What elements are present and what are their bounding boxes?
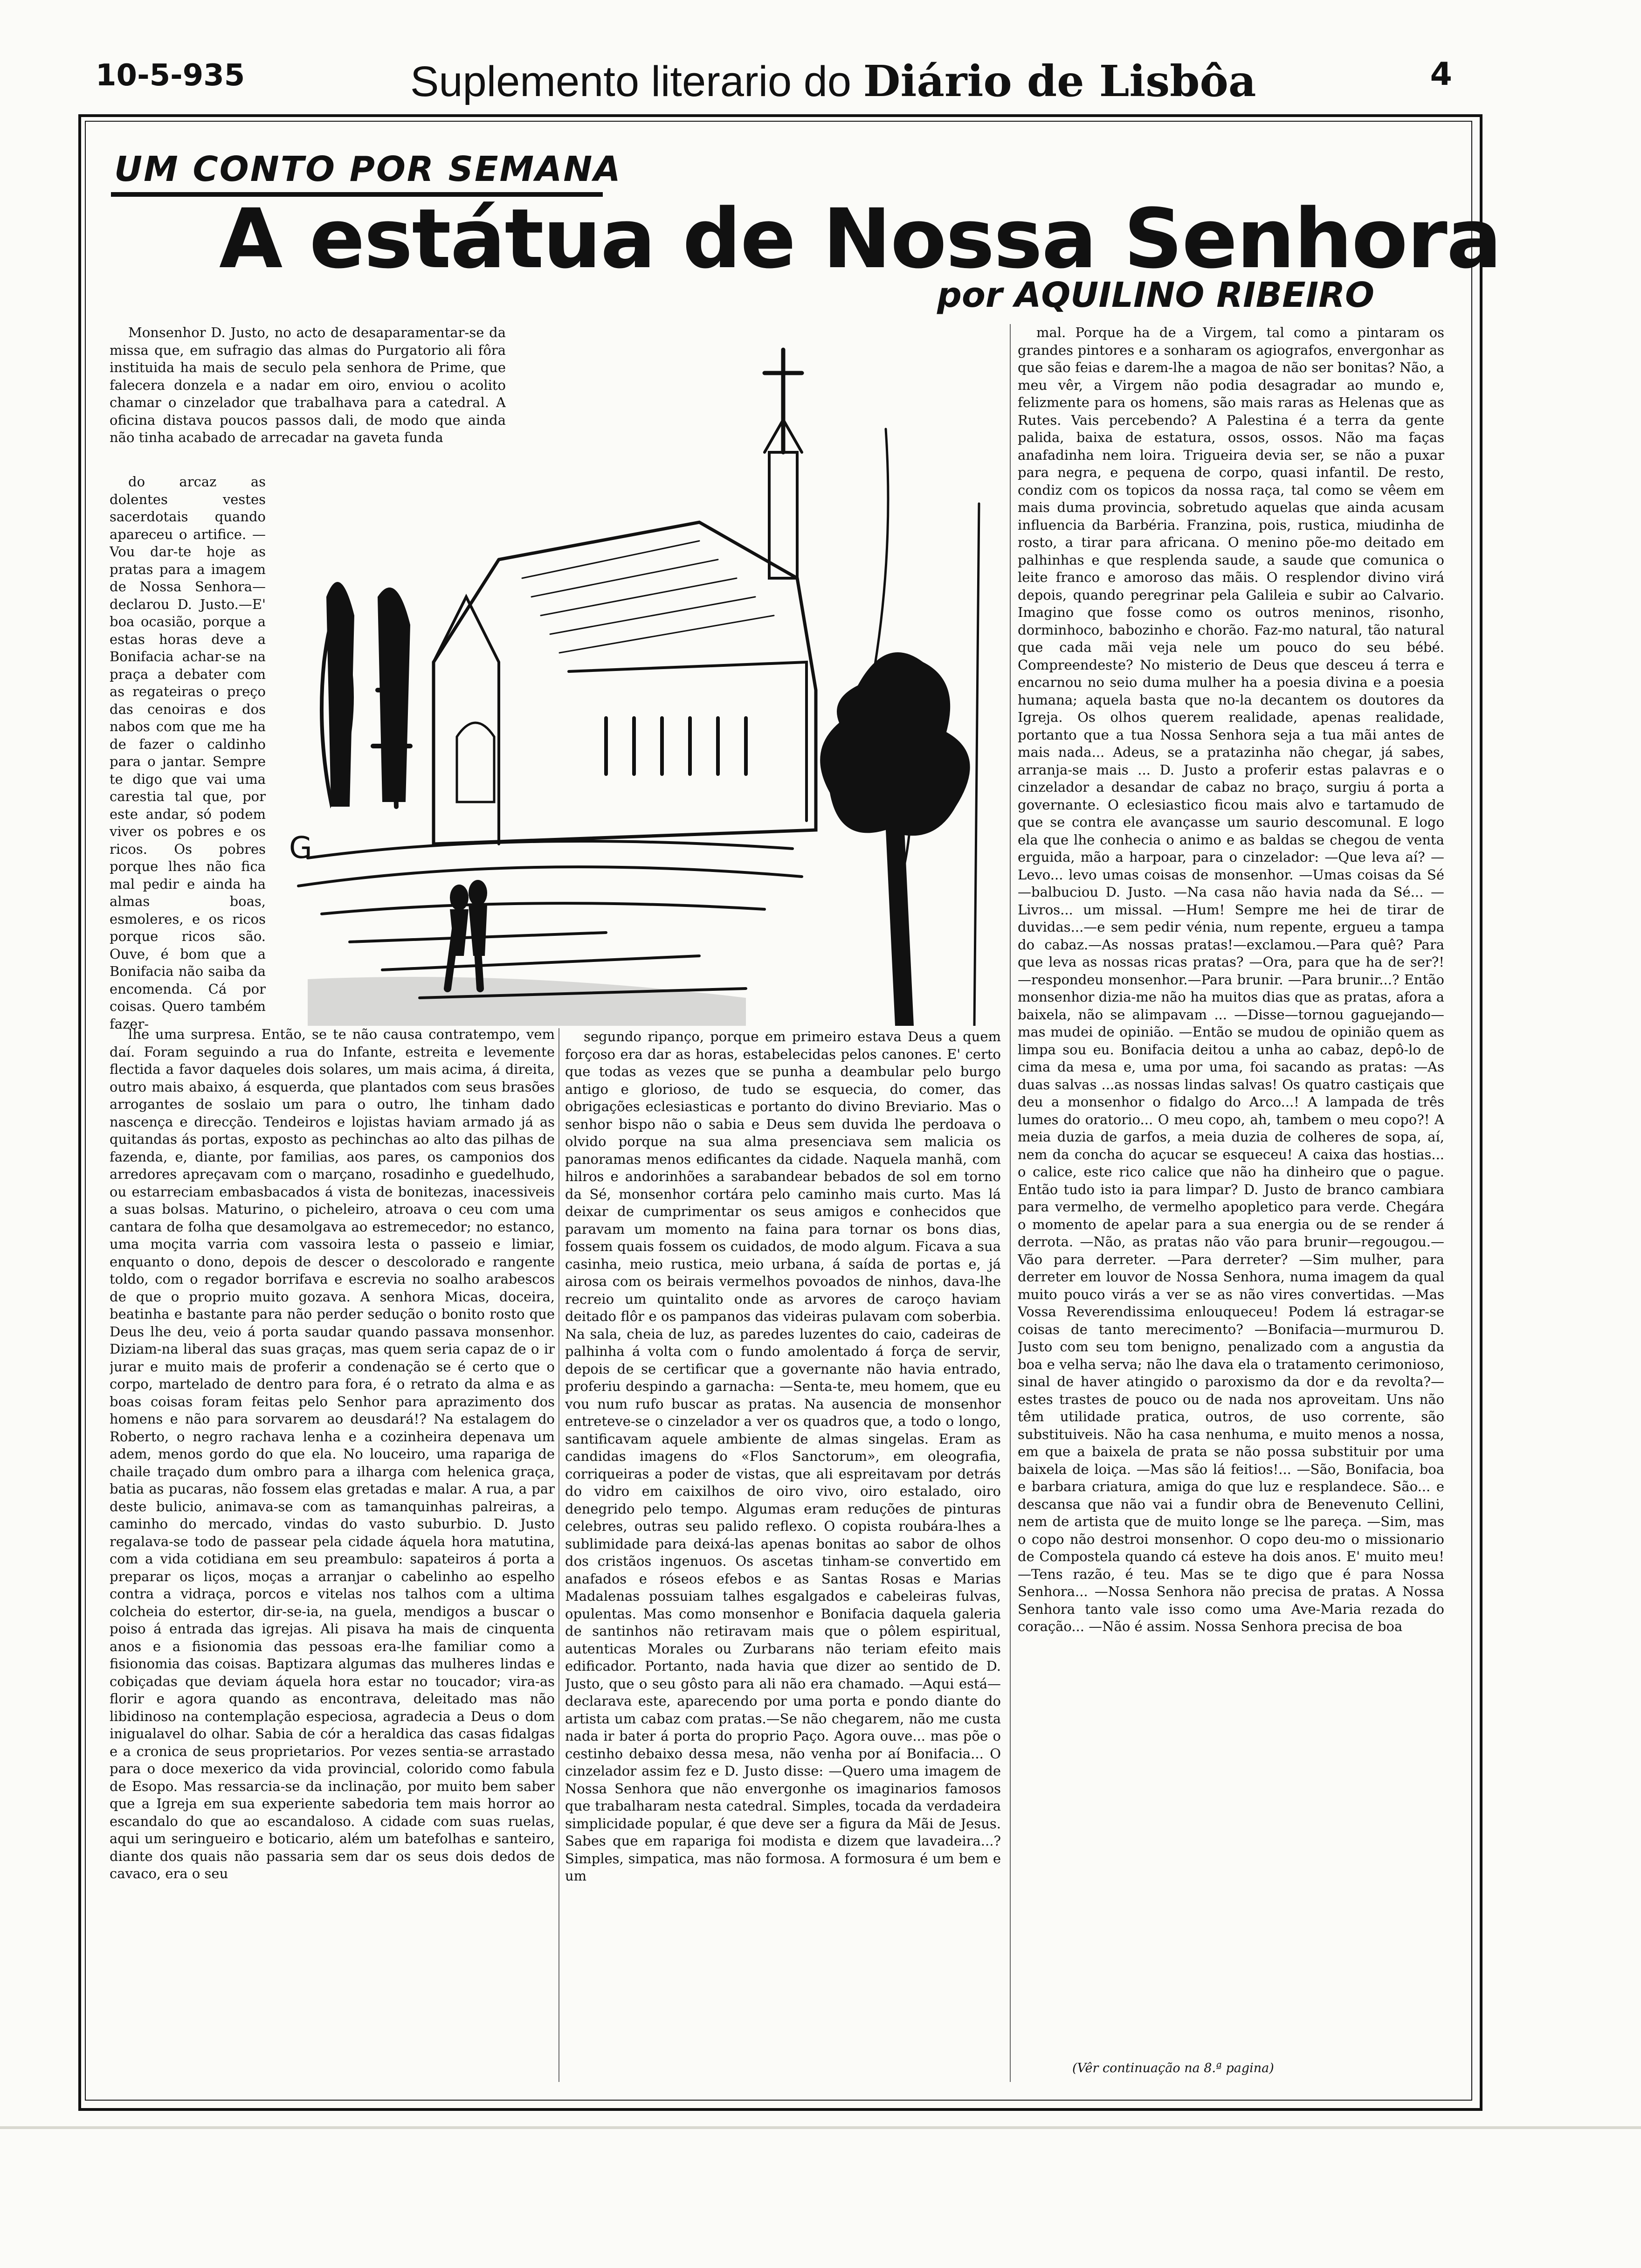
newspaper-name: Diário de Lisbôa [863, 56, 1256, 106]
illustration-letter: G [289, 831, 312, 865]
page-number: 4 [1430, 56, 1452, 93]
church-illustration [280, 336, 1002, 1026]
supplement-label: Suplemento literario do [410, 58, 852, 105]
masthead [410, 56, 1256, 106]
author-byline: por AQUILINO RIBEIRO [937, 275, 1375, 315]
continuation-note: (Vêr continuação na 8.ª pagina) [1072, 2061, 1274, 2075]
paragraph: mal. Porque ha de a Virgem, tal como a pintaram os grandes pintores e a sonharam os agiografos, envergonhar as que são feias e darem-lhe a magoa de não ser bonitas? Não, a meu vêr, a Virgem não podia desagradar ao mundo e, felizmente para os homens, são mais raras as Helenas que as Rutes. Vais percebendo? A Palestina é a terra da gente palida, baixa de estatura, ossos, ossos. Não ma faças anafadinha nem loira. Trigueira devia ser, se não a puxar para negra, e pequena de corpo, quasi infantil. De resto, condiz com os topicos da nossa raça, tal como se vêem em mais duma provincia, sobretudo aquelas que ainda acusam influencia da Barbéria. Franzina, pois, rustica, miudinha de rosto, a tirar para africana. O menino põe-mo deitado em palhinhas e que resplenda saude, a saude que comunica o leite franco e amoroso das mãis. O resplendor divino virá depois, quando peregrinar pela Galileia e subir ao Calvario. Imagino que fosse como os outros meninos, risonho, dorminhoco, babozinho e chorão. Faz-mo natural, tão natural que cada mãi veja nele um pouco do seu bébé. Compreendeste? No misterio de Deus que desceu á terra e encarnou no seio duma mulher ha a poesia divina e a poesia humana; aquela basta que no-la decantem os doutores da Igreja. Os olhos querem realidade, apenas realidade, portanto que a tua Nossa Senhora seja a tua mãi antes de mais nada... Adeus, se a pratazinha não chegar, já sabes, arranja-se mais ... D. Justo a proferir estas palavras e o cinzelador a desandar de cabaz no braço, surgiu á porta a governante. O eclesiastico ficou mais alvo e tartamudo de que se contra ele avançasse um saurio descomunal. E logo ela que lhe conhecia o animo e as baldas se chegou de venta erguida, mão a harpoar, para o cinzelador: —Que leva aí? —Levo... levo umas coisas de monsenhor. —Umas coisas da Sé—balbuciou D. Justo. —Na casa não havia nada da Sé... —Livros... um missal. —Hum! Sempre me hei de tirar de duvidas...—e sem pedir vénia, num repente, ergueu a tampa do cabaz.—As nossas pratas!—exclamou.—Para quê? Para que leva as nossas ricas pratas? —Ora, para que ha de ser?!—respondeu monsenhor.—Para brunir. —Para brunir...? Então monsenhor dizia-me não ha muitos dias que as pratas, afora a baixela, não se alimpavam ... —Disse—tornou gaguejando—mas mudei de opinião. —Então se mudou de opinião quem as limpa sou eu. Bonifacia deitou a unha ao cabaz, depô-lo de cima da mesa e, uma por uma, foi sacando as pratas: —As duas salvas ...as nossas lindas salvas! Os quatro castiçais que deu a monsenhor o fidalgo do Arco...! A lampada de três lumes do oratorio... O meu copo, ah, tambem o meu copo?! A meia duzia de garfos, a meia duzia de colheres de sopa, aí, nem da concha do açucar se esqueceu! A caixa das hostias... o calice, este rico calice que não ha dinheiro que o pague. Então tudo isto ia para limpar? D. Justo de branco cambiara para vermelho, de vermelho apopletico para verde. Chegára o momento de apelar para a sua energia ou de se render á derrota. —Não, as pratas não vão para brunir—regougou.—Vão para derreter. —Para derreter? —Sim mulher, para derreter em louvor de Nossa Senhora, numa imagem da qual muito pouco virás a ver se as não vires convertidas. —Mas Vossa Reverendissima enlouqueceu! Podem lá estragar-se coisas de tanto merecimento? —Bonifacia—murmurou D. Justo com seu tom benigno, penalizado com a angustia da boa e velha serva; não lhe dava ela o tratamento cerimonioso, sinal de haver atingido o paroxismo da dor e da revolta?—estes trastes de pouco ou de nada nos aproveitam. Uns não têm utilidade pratica, outros, de uso corrente, são substituiveis. Não ha casa nenhuma, e muito menos a nossa, em que a baixela de prata se não possa substituir por uma baixela de loiça. —Mas são lá feitios!... —São, Bonifacia, boa e barbara criatura, amiga do que luz e resplandece. São... e descansa que não vai a fundir obra de Benevenuto Cellini, nem de artista que de muito longe se lhe pareça. —Sim, mas o copo não destroi monsenhor. O copo deu-mo o missionario de Compostela quando cá esteve ha dois anos. E' muito meu! —Tens razão, é teu. Mas se te digo que é para Nossa Senhora... —Nossa Senhora não precisa de pratas. A Nossa Senhora tanto vale isso como uma Ave-Maria rezada do coração... —Não é assim. Nossa Senhora precisa de boa [1018, 325, 1444, 1634]
paragraph: Monsenhor D. Justo, no acto de desaparamentar-se da missa que, em sufragio das almas do Purgatorio ali fôra instituida ha mais de seculo pela senhora de Prime, que falecera donzela e a nadar em oiro, enviou o acolito chamar o cinzelador que trabalhava para a catedral. A oficina distava poucos passos dali, de modo que ainda não tinha acabado de arrecadar na gaveta funda [110, 325, 506, 445]
page-bottom-edge [0, 2126, 1641, 2129]
column-2 [565, 1028, 1001, 2077]
column-rule [558, 1028, 559, 2082]
column-1-middle [110, 473, 266, 1033]
story-headline: A estátua de Nossa Senhora [219, 191, 1501, 287]
issue-date: 10-5-935 [96, 58, 245, 93]
section-kicker: UM CONTO POR SEMANA [114, 149, 622, 189]
column-1-bottom [110, 1026, 555, 1958]
paragraph: do arcaz as dolentes vestes sacerdotais quando apareceu o artifice. —Vou dar-te hoje as pratas para a imagem de Nossa Senhora—declarou D. Justo.—E' boa ocasião, porque a estas horas deve a Bonifacia achar-se na praça a debater com as regateiras o preço das cenoiras e dos nabos com que me ha de fazer o caldinho para o jantar. Sempre te digo que vai uma carestia tal que, por este andar, só podem viver os pobres e os ricos. Os pobres porque lhes não fica mal pedir e ainda ha almas boas, esmoleres, e os ricos porque ricos são. Ouve, é bom que a Bonifacia não saiba da encomenda. Cá por coisas. Quero também fazer- [110, 474, 266, 1032]
column-rule [1010, 324, 1011, 2082]
paragraph: segundo ripanço, porque em primeiro estava Deus a quem forçoso era dar as horas, estabelecidas pelos canones. E' certo que todas as vezes que se punha a deambular pelo burgo antigo e glorioso, de tudo se esquecia, do comer, das obrigações eclesiasticas e portanto do divino Breviario. Mas o senhor bispo não o sabia e Deus sem duvida lhe perdoava o olvido porque na sua alma presenciava sem malicia os panoramas menos edificantes da cidade. Naquela manhã, com hilros e andorinhões a sarabandear bebados de sol em torno da Sé, monsenhor cortára pelo caminho mais curto. Mas lá deixar de cumprimentar os seus amigos e conhecidos que paravam um momento na faina para tornar os bons dias, fossem quais fossem os cuidados, de modo algum. Ficava a sua casinha, meio rustica, meio urbana, á saída de portas e, já airosa com os beirais vermelhos povoados de ninhos, dava-lhe recreio um quintalito onde as arvores de caroço haviam deitado flôr e os pampanos das videiras pulavam com soberbia. Na sala, cheia de luz, as paredes luzentes do caio, cadeiras de palhinha á volta com o fundo amolentado á força de servir, depois de se certificar que a governante não havia entrado, proferiu despindo a garnacha: —Senta-te, meu homem, que eu vou num rufo buscar as pratas. Na ausencia de monsenhor entreteve-se o cinzelador a ver os quadros que, a todo o longo, santificavam aquele ambiente de almas singelas. Eram as candidas imagens do «Flos Sanctorum», em oleografia, corriqueiras a poder de vistas, que ali espreitavam por detrás do vidro em caixilhos de oiro vivo, oiro estalado, oiro denegrido pelo tempo. Algumas eram reduções de pinturas celebres, outras seu palido reflexo. O copista roubára-lhes a sublimidade para deixá-las apenas bonitas ao sabor de olhos dos cristãos ingenuos. Os ascetas tinham-se convertido em anafados e róseos efebos e as Santas Rosas e Marias Madalenas possuiam talhes esgalgados e cabeleiras fulvas, opulentas. Mas como monsenhor e Bonifacia daquela galeria de santinhos não retiravam mais que o pôlem espiritual, autenticas Morales ou Zurbarans não teriam efeito mais edificador. Portanto, nada havia que dizer ao sentido de D. Justo, que o seu gôsto para ali não era chamado. —Aqui está—declarava este, aparecendo por uma porta e pondo diante do artista um cabaz com pratas.—Se não chegarem, não me custa nada ir bater á porta do proprio Paço. Agora ouve... mas põe o cestinho debaixo dessa mesa, não venha por aí Bonifacia... O cinzelador assim fez e D. Justo disse: —Quero uma imagem de Nossa Senhora que não envergonhe os imaginarios famosos que trabalharam nesta catedral. Simples, tocada da verdadeira simplicidade popular, é que deve ser a figura da Mãi de Jesus. Sabes que em rapariga foi modista e dizem que lavadeira...? Simples, simpatica, mas não formosa. A formosura é um bem e um [565, 1029, 1001, 1884]
page-header [0, 44, 1641, 114]
paragraph: lhe uma surpresa. Então, se te não causa contratempo, vem daí. Foram seguindo a rua do Infante, estreita e levemente flectida a favor daqueles dois solares, um mais acima, á direita, outro mais abaixo, á esquerda, que plantados com seus brasões arrogantes de soslaio um para o outro, lhe tinham dado nascença e direcção. Tendeiros e lojistas haviam armado já as quitandas ás portas, exposto as pechinchas ao alto das pilhas de fazenda, e, diante, por familias, aos pares, os camponios dos arredores apreçavam com o marçano, rosadinho e guedelhudo, ou estarreciam embasbacados á vista de bonitezas, inacessiveis a suas bolsas. Maturino, o picheleiro, atroava o ceu com uma cantara de folha que desamolgava ao estremecedor; no estanco, uma moçita varria com vassoira lesta o passeio e limiar, enquanto o dono, depois de descer o descolorado e rangente toldo, com o regador borrifava e escrevia no soalho arabescos de que o proprio muito gozava. A senhora Micas, doceira, beatinha e bastante para não perder sedução o bonito rosto que Deus lhe deu, veio á porta saudar quando passava monsenhor. Diziam-na liberal das suas graças, mas quem seria capaz de o ir jurar e muito mais de proferir a condenação se é certo que o corpo, martelado de dentro para fora, é o retrato da alma e as boas coisas foram feitas pelo Senhor para aprazimento dos homens e não para sorvarem ao deusdará!? Na estalagem do Roberto, o negro rachava lenha e a cozinheira depenava um adem, menos gordo do que ela. No louceiro, uma rapariga de chaile traçado dum ombro para a ilharga com helenica graça, batia as pucaras, não fossem elas gretadas e malar. A rua, a par deste bulicio, animava-se com as tamanquinhas palreiras, a caminho do mercado, vindas do vasto suburbio. D. Justo regalava-se todo de passear pela cidade áquela hora matutina, com a vida cotidiana em seu preambulo: sapateiros á porta a preparar os liços, moças a arranjar o cabelinho ao espelho contra a vidraça, porcos e vitelas nos talhos com a ultima colcheia do estertor, dir-se-ia, na guela, mendigos a buscar o poiso á entrada das igrejas. Ali pisava ha mais de cinquenta anos e a fisionomia das pessoas era-lhe familiar como a fisionomia das coisas. Baptizara algumas das mulheres lindas e cobiçadas que deviam áquela hora estar no toucador; vira-as florir e agora quando as encontrava, deleitado mas não libidinoso na contemplação especiosa, agradecia a Deus o dom inigualavel do olhar. Sabia de cór a heraldica das casas fidalgas e a cronica de seus proprietarios. Por vezes sentia-se arrastado para o doce mexerico da vida provincial, colorido como fabula de Esopo. Mas ressarcia-se da inclinação, por muito bem saber que a Igreja em sua experiente sabedoria tem mais horror ao escandalo do que ao escandaloso. A cidade com suas ruelas, aqui um seringueiro e boticario, além um batefolhas e santeiro, diante dos quais não passaria sem dar os seus dois dedos de cavaco, era o seu [110, 1026, 555, 1881]
column-3 [1018, 324, 1444, 2054]
